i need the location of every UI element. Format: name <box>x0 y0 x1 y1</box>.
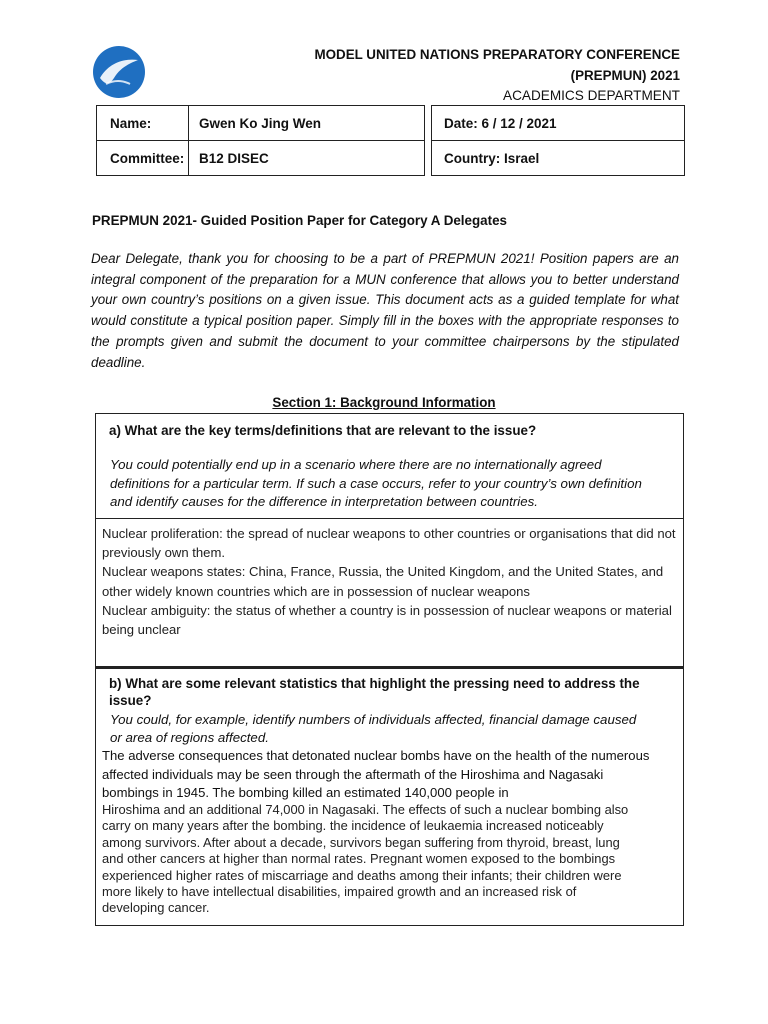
prepmun-logo <box>92 44 146 100</box>
section-title: Section 1: Background Information <box>272 395 496 410</box>
answer-a-line: Nuclear ambiguity: the status of whether a country is in possession of nuclear weapons or material being unclear <box>102 602 672 638</box>
question-b-prompt: b) What are some relevant statistics that highlight the pressing need to address the issue? <box>109 676 640 708</box>
table-row <box>97 141 685 176</box>
department-name: ACADEMICS DEPARTMENT <box>503 88 680 103</box>
committee-label: Committee: <box>97 141 189 176</box>
question-a-prompt: a) What are the key terms/definitions that are relevant to the issue? <box>109 423 537 438</box>
name-value: Gwen Ko Jing Wen <box>189 106 425 141</box>
answer-b-text-part1: The adverse consequences that detonated nuclear bombs have on the health of the numerous affected individuals may be seen through the aftermath of the Hiroshima and Nagasaki bombings in 1945. The bombing killed an estimated 140,000 people in <box>102 748 650 801</box>
question-a-hint: You could potentially end up in a scenario where there are no internationally agreed definitions for a particular term. If such a case occurs, refer to your country’s own definition and identify causes for the difference in interpretation between countries. <box>110 457 642 509</box>
question-b-box[interactable] <box>95 667 684 926</box>
answer-a-text <box>102 524 677 639</box>
country-label: Country: Israel <box>432 141 685 176</box>
answer-a-box[interactable] <box>95 518 684 667</box>
cell-gap <box>425 106 432 141</box>
document-title: PREPMUN 2021- Guided Position Paper for Category A Delegates <box>92 213 507 228</box>
answer-b-text-part2: Hiroshima and an additional 74,000 in Nagasaki. The effects of such a nuclear bombing also carry on many years after the bombing. the incidence of leukaemia increased noticeably among survivors. After about a decade, survivors began suffering from thyroid, breast, lung and other cancers at higher than normal rates. Pregnant women exposed to the bombings experienced higher rates of miscarriage and deaths among their infants; their children were more likely to have intellectual disabilities, impaired growth and an increased risk of developing cancer. <box>102 802 629 916</box>
question-b-hint: You could, for example, identify numbers of individuals affected, financial damage caused or area of regions affected. <box>110 712 637 745</box>
conference-header <box>314 45 680 106</box>
date-label: Date: 6 / 12 / 2021 <box>432 106 685 141</box>
answer-a-line: Nuclear weapons states: China, France, Russia, the United Kingdom, and the United States, and other widely known countries which are in possession of nuclear weapons <box>102 564 664 599</box>
intro-paragraph: Dear Delegate, thank you for choosing to be a part of PREPMUN 2021! Position papers are an integral component of the preparation for a MUN conference that allows you to better understand your own country’s positions on a given issue. This document acts as a guided template for what would constitute a typical position paper. Simply fill in the boxes with the appropriate responses to the prompts given and submit the document to your committee chairpersons by the stipulated deadline. <box>91 251 679 370</box>
name-label: Name: <box>97 106 189 141</box>
question-a-box <box>95 413 684 519</box>
cell-gap <box>425 141 432 176</box>
conference-name: MODEL UNITED NATIONS PREPARATORY CONFERENCE <box>314 47 680 62</box>
committee-value: B12 DISEC <box>189 141 425 176</box>
table-row <box>97 106 685 141</box>
delegate-info-table <box>96 105 685 176</box>
conference-abbrev: (PREPMUN) 2021 <box>570 68 680 83</box>
answer-a-line: Nuclear proliferation: the spread of nuclear weapons to other countries or organisations that did not previously own them. <box>102 526 676 561</box>
